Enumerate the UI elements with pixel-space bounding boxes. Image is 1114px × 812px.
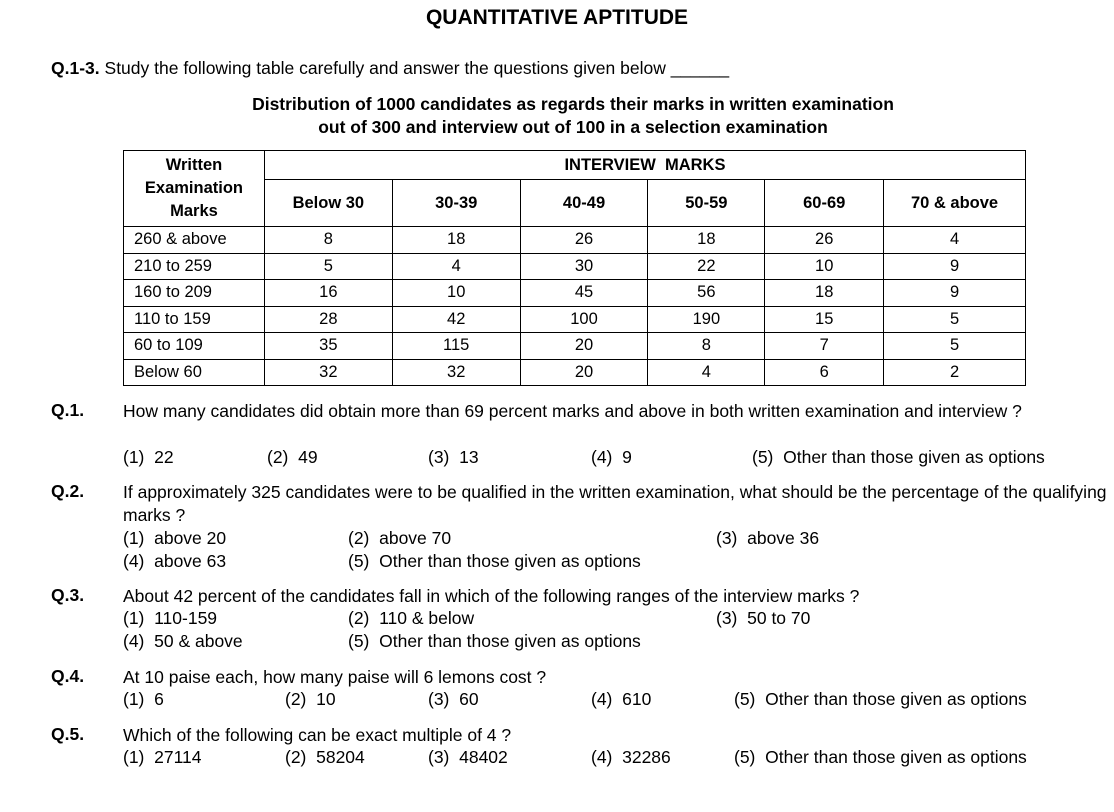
table-cell: 9	[884, 280, 1026, 307]
table-cell: 20	[520, 359, 648, 386]
table-cell: 115	[392, 333, 520, 360]
table-cell: 28	[264, 306, 392, 333]
table-cell: 32	[264, 359, 392, 386]
question-number: Q.1.	[51, 400, 85, 420]
table-cell: 16	[264, 280, 392, 307]
table-body	[124, 227, 1026, 386]
table-cell: 9	[884, 253, 1026, 280]
question-text: At 10 paise each, how many paise will 6 lemons cost ?	[123, 667, 547, 687]
answer-option[interactable]: (2) 10	[285, 689, 336, 709]
table-row	[124, 359, 1026, 386]
table-cell: 10	[765, 253, 884, 280]
answer-option[interactable]: (4) 32286	[591, 747, 671, 767]
answer-option[interactable]: (1) above 20	[123, 528, 227, 548]
question-number: Q.2.	[51, 481, 85, 501]
answer-option[interactable]: (3) 60	[428, 689, 479, 709]
table-cell: 100	[520, 306, 648, 333]
table-cell: 18	[765, 280, 884, 307]
table-cell: 45	[520, 280, 648, 307]
table-cell: 5	[264, 253, 392, 280]
question-number: Q.4.	[51, 666, 85, 686]
table-cell: 4	[392, 253, 520, 280]
answer-option[interactable]: (5) Other than those given as options	[734, 747, 1027, 767]
table-cell: 8	[264, 227, 392, 254]
answer-option[interactable]: (3) 48402	[428, 747, 508, 767]
table-cell: 4	[884, 227, 1026, 254]
question-text: How many candidates did obtain more than 69 percent marks and above in both written examination and interview ?	[123, 401, 1022, 421]
table-caption	[0, 93, 1114, 139]
row-label: Below 60	[124, 359, 265, 386]
answer-option[interactable]: (4) 610	[591, 689, 652, 709]
row-label: 210 to 259	[124, 253, 265, 280]
table-cell: 6	[765, 359, 884, 386]
answer-option[interactable]: (1) 6	[123, 689, 164, 709]
table-cell: 35	[264, 333, 392, 360]
column-header: 50-59	[648, 180, 765, 227]
row-label: 160 to 209	[124, 280, 265, 307]
question-group-text: Study the following table carefully and answer the questions given below ______	[104, 58, 730, 78]
question-number: Q.5.	[51, 724, 85, 744]
answer-option[interactable]: (2) 49	[267, 447, 318, 467]
answer-option[interactable]: (4) 9	[591, 447, 632, 467]
table-cell: 26	[520, 227, 648, 254]
table-row	[124, 306, 1026, 333]
table-cell: 26	[765, 227, 884, 254]
answer-option[interactable]: (3) 13	[428, 447, 479, 467]
table-cell: 7	[765, 333, 884, 360]
table-cell: 190	[648, 306, 765, 333]
answer-option[interactable]: (1) 27114	[123, 747, 202, 767]
caption-line-2: out of 300 and interview out of 100 in a selection examination	[318, 117, 828, 137]
answer-option[interactable]: (5) Other than those given as options	[348, 631, 641, 651]
corner-header: Written Examination Marks	[124, 151, 265, 227]
interview-marks-header: INTERVIEW MARKS	[264, 151, 1025, 180]
question-group-number: Q.1-3.	[51, 58, 100, 78]
table-cell: 2	[884, 359, 1026, 386]
answer-option[interactable]: (5) Other than those given as options	[734, 689, 1027, 709]
table-cell: 56	[648, 280, 765, 307]
question-text: If approximately 325 candidates were to be qualified in the written examination, what should be the percentage of the qualifying marks ?	[123, 482, 1107, 525]
column-header: 70 & above	[884, 180, 1026, 227]
caption-line-1: Distribution of 1000 candidates as regards their marks in written examination	[252, 94, 894, 114]
answer-option[interactable]: (2) above 70	[348, 528, 452, 548]
table-cell: 18	[648, 227, 765, 254]
question-number: Q.3.	[51, 585, 85, 605]
table-cell: 20	[520, 333, 648, 360]
table-cell: 15	[765, 306, 884, 333]
answer-option[interactable]: (2) 58204	[285, 747, 365, 767]
question-text: About 42 percent of the candidates fall in which of the following ranges of the interview marks ?	[123, 586, 860, 606]
question-text: Which of the following can be exact multiple of 4 ?	[123, 725, 512, 745]
table-cell: 10	[392, 280, 520, 307]
table-cell: 18	[392, 227, 520, 254]
table-cell: 32	[392, 359, 520, 386]
answer-option[interactable]: (5) Other than those given as options	[752, 447, 1045, 467]
table-row	[124, 333, 1026, 360]
column-header: Below 30	[264, 180, 392, 227]
row-label: 60 to 109	[124, 333, 265, 360]
table-cell: 42	[392, 306, 520, 333]
answer-option[interactable]: (2) 110 & below	[348, 608, 475, 628]
column-header: 40-49	[520, 180, 648, 227]
row-label: 260 & above	[124, 227, 265, 254]
answer-option[interactable]: (4) 50 & above	[123, 631, 243, 651]
table-cell: 8	[648, 333, 765, 360]
page-title: QUANTITATIVE APTITUDE	[425, 6, 689, 29]
distribution-table	[123, 150, 1026, 386]
column-header: 60-69	[765, 180, 884, 227]
table-cell: 5	[884, 306, 1026, 333]
column-header: 30-39	[392, 180, 520, 227]
row-label: 110 to 159	[124, 306, 265, 333]
question-group-intro	[51, 58, 729, 79]
answer-option[interactable]: (1) 22	[123, 447, 174, 467]
table-cell: 5	[884, 333, 1026, 360]
answer-option[interactable]: (1) 110-159	[123, 608, 218, 628]
table-cell: 4	[648, 359, 765, 386]
table-cell: 30	[520, 253, 648, 280]
table-row	[124, 253, 1026, 280]
table-cell: 22	[648, 253, 765, 280]
answer-option[interactable]: (5) Other than those given as options	[348, 551, 641, 571]
answer-option[interactable]: (3) above 36	[716, 528, 820, 548]
table-row	[124, 227, 1026, 254]
answer-option[interactable]: (4) above 63	[123, 551, 227, 571]
answer-option[interactable]: (3) 50 to 70	[716, 608, 811, 628]
table-row	[124, 280, 1026, 307]
